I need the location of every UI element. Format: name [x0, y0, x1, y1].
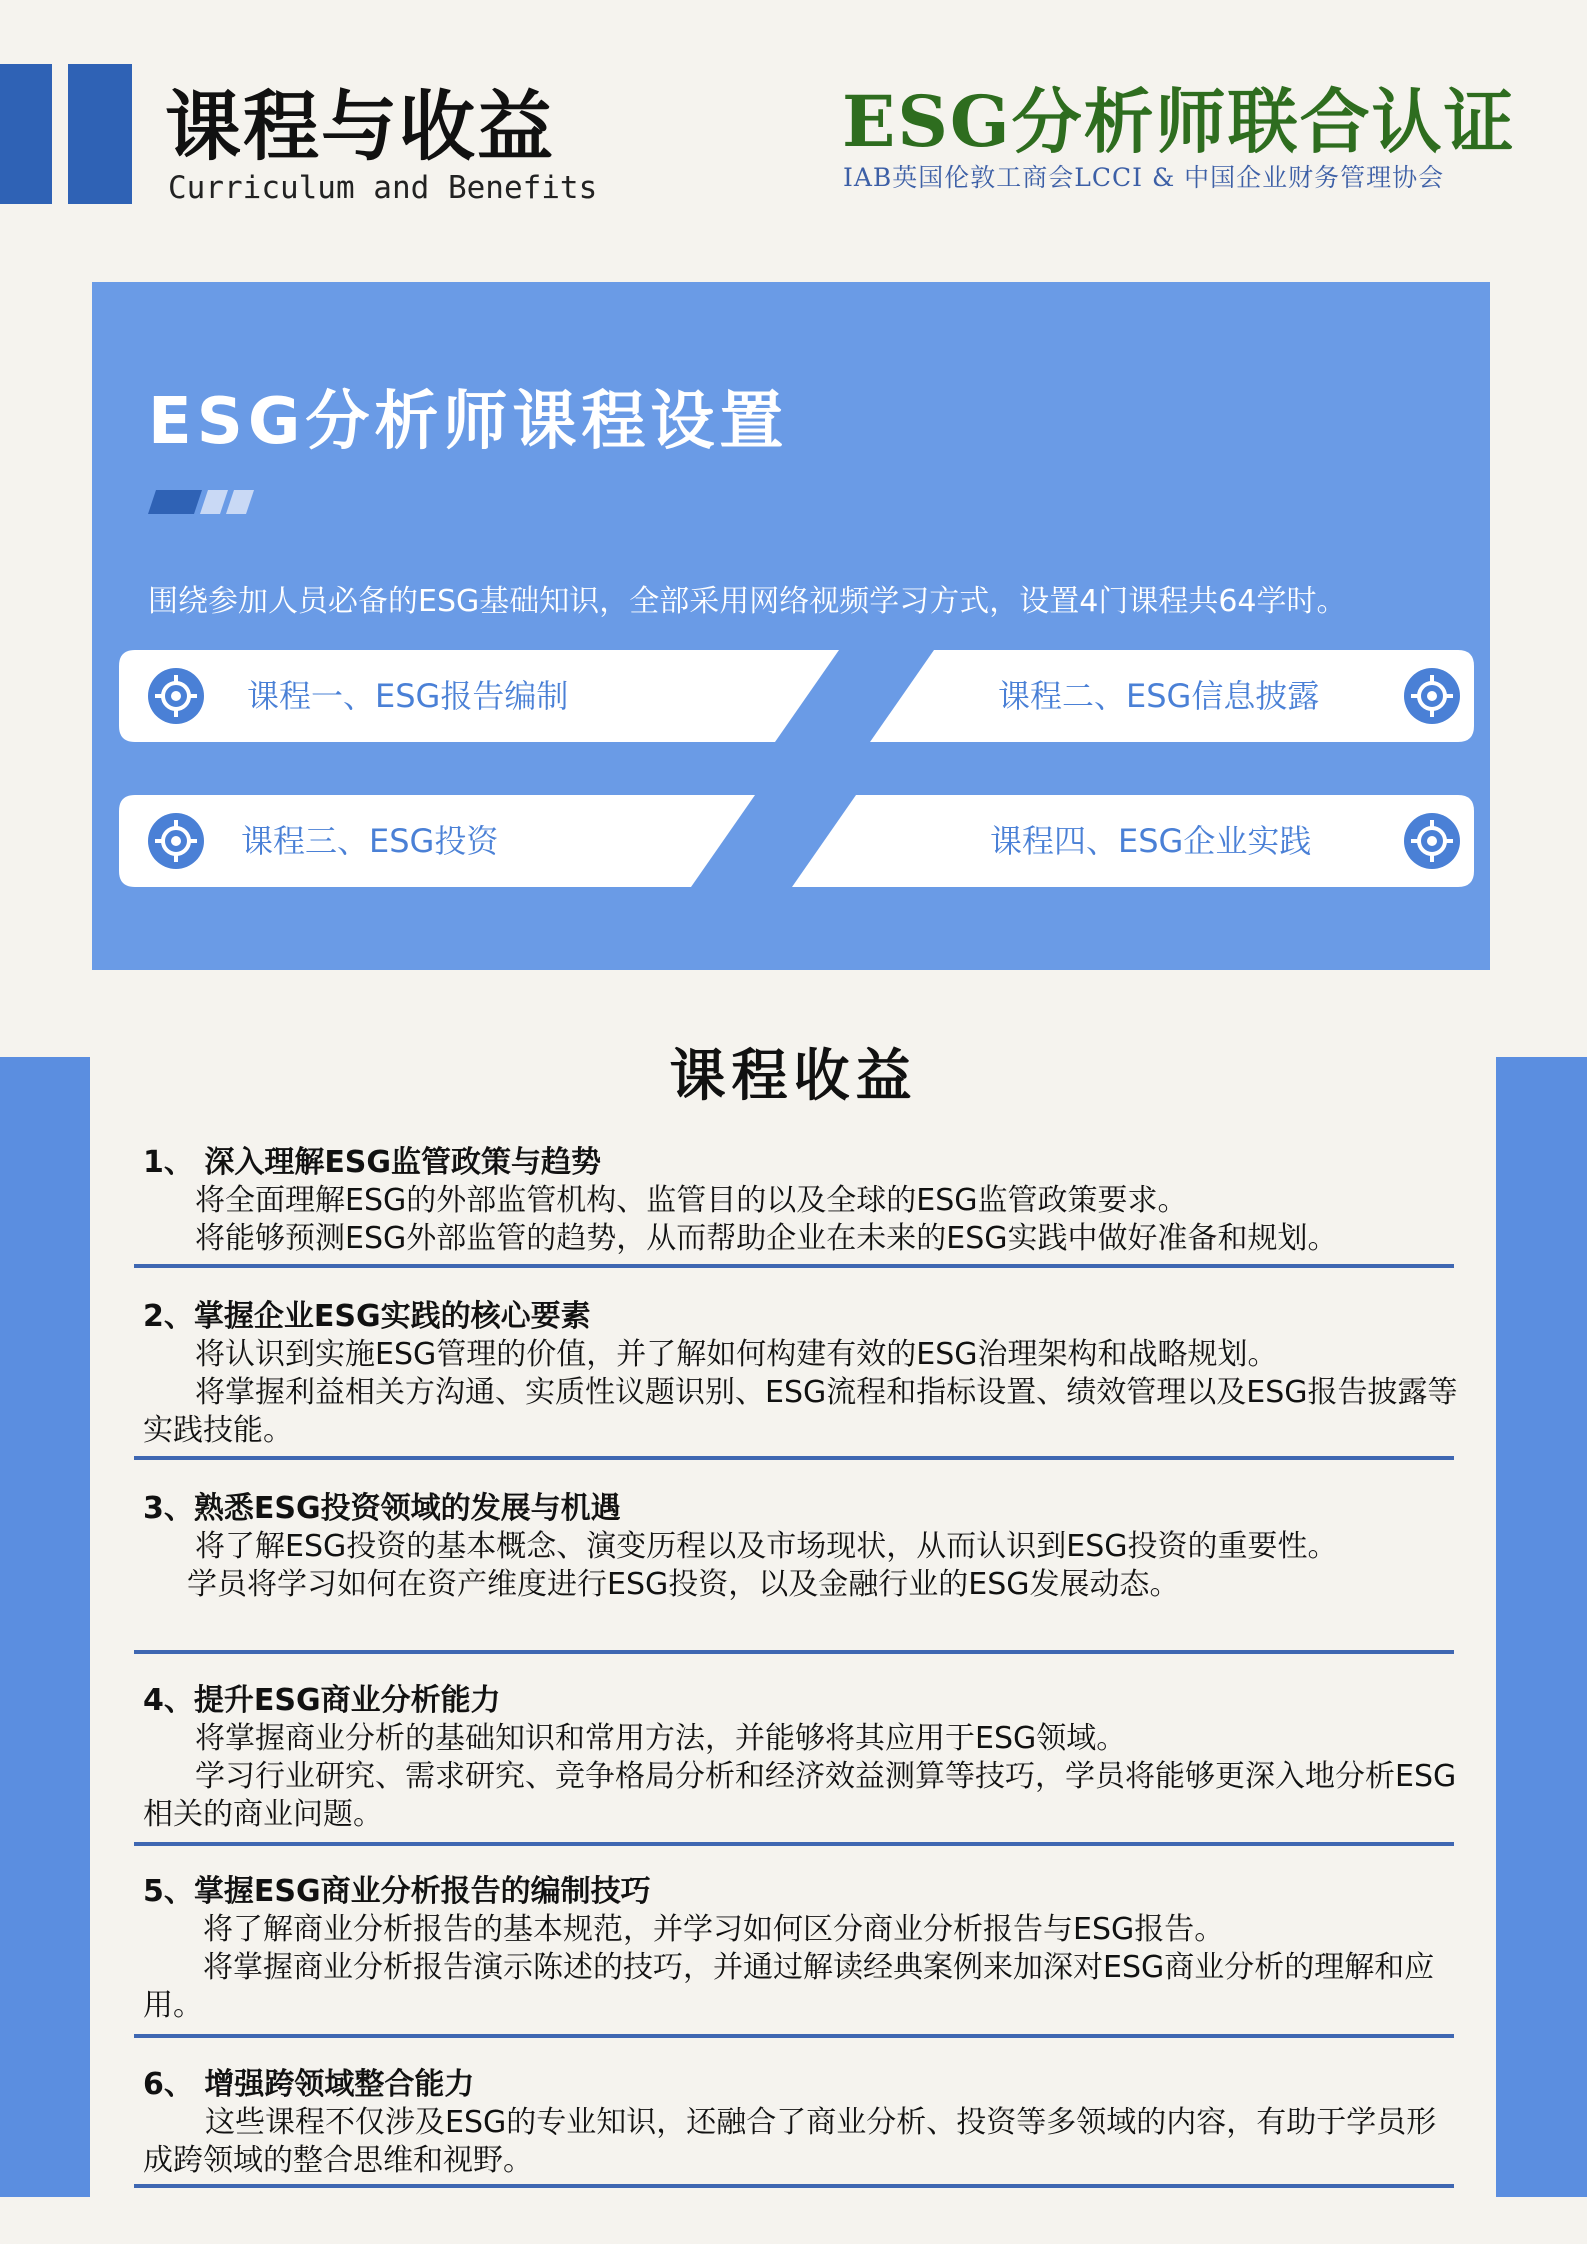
course-intro: 围绕参加人员必备的ESG基础知识，全部采用网络视频学习方式，设置4门课程共64学时。	[148, 584, 1347, 619]
benefits-heading: 课程收益	[669, 1044, 918, 1109]
benefit-line: 将掌握商业分析的基础知识和常用方法，并能够将其应用于ESG领域。	[195, 1721, 1127, 1756]
benefit-title: 5、掌握ESG商业分析报告的编制技巧	[143, 1874, 651, 1909]
benefit-item-1	[143, 1144, 1463, 1258]
course-item-3[interactable]	[119, 795, 755, 887]
page-title: 课程与收益	[165, 82, 555, 171]
divider	[134, 2034, 1454, 2038]
divider	[134, 1456, 1454, 1460]
benefit-title: 6、 增强跨领域整合能力	[143, 2067, 475, 2102]
course-item-4[interactable]	[792, 795, 1474, 887]
benefit-title: 1、 深入理解ESG监管政策与趋势	[143, 1145, 602, 1180]
header-accent-bar-left	[0, 64, 52, 204]
benefit-item-5	[143, 1873, 1463, 2025]
benefit-line: 将全面理解ESG的外部监管机构、监管目的以及全球的ESG监管政策要求。	[195, 1183, 1188, 1218]
page-subtitle: Curriculum and Benefits	[168, 170, 598, 206]
benefit-line: 将掌握商业分析报告演示陈述的技巧，并通过解读经典案例来加深对ESG商业分析的理解和应用。	[143, 1950, 1435, 2023]
divider	[134, 2184, 1454, 2188]
course-heading: ESG分析师课程设置	[148, 385, 789, 459]
header-accent-bar-right	[68, 64, 132, 204]
brand-subtitle: IAB英国伦敦工商会LCCI & 中国企业财务管理协会	[843, 163, 1445, 192]
benefit-line: 学员将学习如何在资产维度进行ESG投资，以及金融行业的ESG发展动态。	[187, 1567, 1180, 1602]
benefit-line: 将掌握利益相关方沟通、实质性议题识别、ESG流程和指标设置、绩效管理以及ESG报告披露等实践技能。	[143, 1375, 1458, 1448]
target-icon	[1403, 812, 1461, 870]
divider	[134, 1650, 1454, 1654]
benefit-item-2	[143, 1298, 1463, 1450]
course-item-1[interactable]	[119, 650, 839, 742]
benefit-line: 学习行业研究、需求研究、竞争格局分析和经济效益测算等技巧，学员将能够更深入地分析ESG相关的商业问题。	[143, 1759, 1457, 1832]
course-item-label: 课程二、ESG信息披露	[998, 677, 1320, 715]
divider	[134, 1264, 1454, 1268]
decorative-stripes	[148, 490, 258, 514]
benefit-item-3	[143, 1490, 1463, 1604]
course-item-2[interactable]	[870, 650, 1474, 742]
benefit-item-4	[143, 1682, 1463, 1834]
course-item-label: 课程四、ESG企业实践	[990, 822, 1312, 860]
course-item-label: 课程三、ESG投资	[241, 822, 499, 860]
target-icon	[147, 812, 205, 870]
benefit-line: 将能够预测ESG外部监管的趋势，从而帮助企业在未来的ESG实践中做好准备和规划。	[195, 1221, 1338, 1256]
benefit-item-6	[143, 2066, 1463, 2180]
benefit-title: 3、熟悉ESG投资领域的发展与机遇	[143, 1491, 621, 1526]
benefit-line: 这些课程不仅涉及ESG的专业知识，还融合了商业分析、投资等多领域的内容，有助于学员形成跨领域的整合思维和视野。	[143, 2105, 1437, 2178]
brand-title: ESG分析师联合认证	[842, 80, 1516, 163]
target-icon	[147, 667, 205, 725]
benefit-title: 2、掌握企业ESG实践的核心要素	[143, 1299, 591, 1334]
divider	[134, 1842, 1454, 1846]
side-accent-bar-left	[0, 1057, 90, 2197]
benefit-line: 将了解ESG投资的基本概念、演变历程以及市场现状，从而认识到ESG投资的重要性。	[195, 1529, 1338, 1564]
side-accent-bar-right	[1496, 1057, 1587, 2197]
benefit-line: 将了解商业分析报告的基本规范，并学习如何区分商业分析报告与ESG报告。	[203, 1912, 1225, 1947]
course-item-label: 课程一、ESG报告编制	[247, 677, 569, 715]
benefit-title: 4、提升ESG商业分析能力	[143, 1683, 501, 1718]
target-icon	[1403, 667, 1461, 725]
benefit-line: 将认识到实施ESG管理的价值，并了解如何构建有效的ESG治理架构和战略规划。	[195, 1337, 1278, 1372]
